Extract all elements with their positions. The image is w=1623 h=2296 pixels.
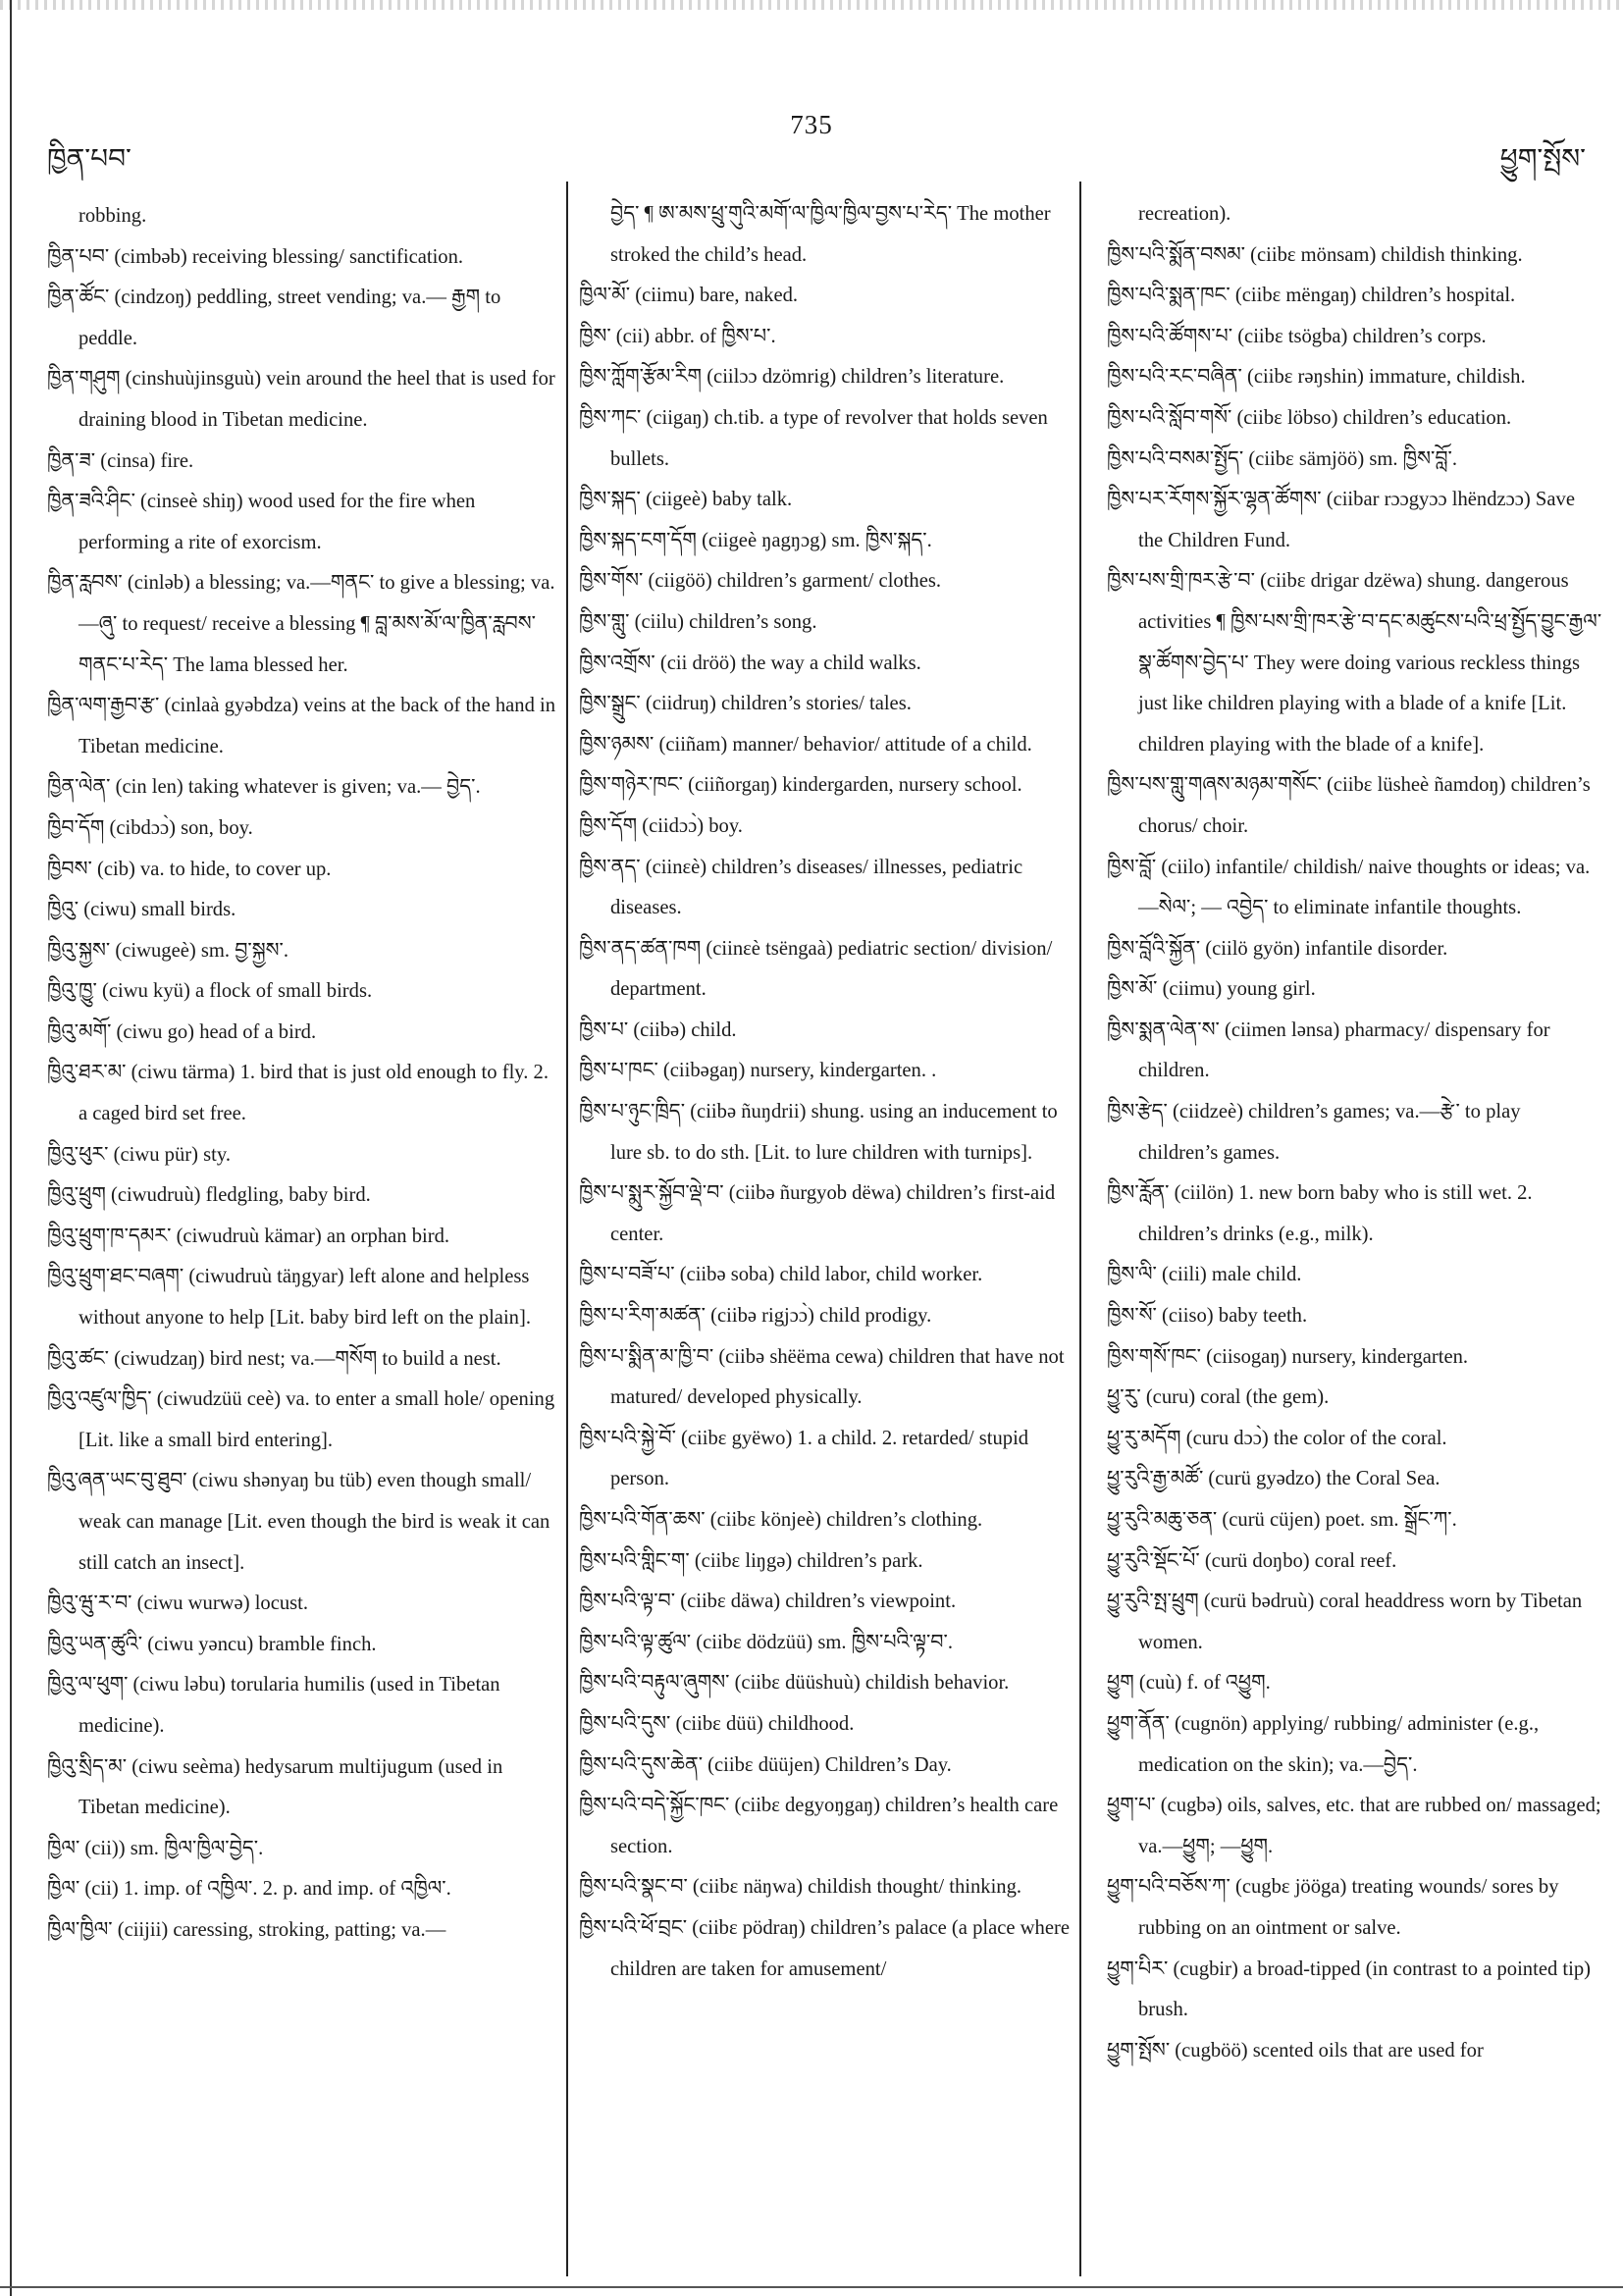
dictionary-entry: ཁྱིས་གོས་ (ciigöö) children’s garment/ clothes. [579,570,942,593]
dictionary-entry: recreation). [1138,203,1231,225]
dictionary-entry: ཁྱིས་པ་སྨུར་སྐྱོབ་ལྡེ་བ་ (ciibə ñurgyob dëwa) children’s first-aid center. [579,1182,1056,1245]
dictionary-entry: ཁྱིའུ་སྲིད་མ་ (ciwu seèma) hedysarum multijugum (used in Tibetan medicine). [47,1755,503,1819]
dictionary-entry: ཁྱིའུ་མགོ་ (ciwu go) head of a bird. [47,1020,317,1043]
dictionary-entry: ཁྱིས་པའི་བརྟུལ་ཞུགས་ (ciibɛ düüshuù) childish behavior. [579,1672,1010,1695]
dictionary-entry: ཁྱིས་ནད་ཚན་ཁག (ciinɛè tsëngaà) pediatric section/ division/ department. [579,937,1053,1001]
dictionary-entry: ཁྱིས་གསོ་ཁང་ (ciisogaŋ) nursery, kindergarten. [1107,1345,1469,1368]
dictionary-entry: ཁྱིས་པས་གྲི་ཁར་རྩེ་བ་ (ciibɛ drigar dzëwa) shung. dangerous activities ¶ ཁྱིས་པས་གྲི་ཁར་རྩེ་བ་དང་མཚུངས་པའི་ཕྲ་སྤྱོད་བྱུང་རྒྱལ་སྣ་ཚོགས་བྱེད་པ་ They were doing various reckless things just like children playing with a blade of a knife [Lit. children playing with the blade of a knife]. [1107,570,1602,756]
dictionary-entry: ཕྱུ་རུའི་མཆུ་ཅན་ (curü cüjen) poet. sm. སྒྲོང་ཀ་. [1107,1509,1457,1531]
dictionary-entry: ཁྱིས་པའི་རང་བཞིན་ (ciibɛ rəŋshin) immature, childish. [1107,366,1526,389]
dictionary-entry: ཁྱིས་རྩེད་ (ciidzeè) children’s games; va.—རྩེ་ to play children’s games. [1107,1101,1521,1164]
dictionary-entry: ཁྱིས་ཀང་ (ciigaŋ) ch.tib. a type of revolver that holds seven bullets. [579,406,1048,470]
dictionary-entry: ཁྱིས་ཀློག་རྩོམ་རིག (ciilɔɔ dzömrig) children’s literature. [579,366,1005,389]
dictionary-entry: ཁྱིའུ་ཕྲུག་ཐང་བཞག་ (ciwudruù täŋgyar) left alone and helpless without anyone to help [Lit. baby bird left on the plain]. [47,1266,531,1330]
dictionary-entry: ཕྱུག་པ་ (cugbə) oils, salves, etc. that are rubbed on/ massaged; va.—ཕྱུག; —ཕྱུག. [1107,1795,1601,1857]
dictionary-entry: ཁྱིས་སྨན་ལེན་ས་ (ciimen lənsa) pharmacy/ dispensary for children. [1107,1018,1550,1082]
page-number: 735 [790,110,833,139]
dictionary-entry: ཁྱིས་པའི་ཕོ་བྲང་ (ciibɛ pödraŋ) children’s palace (a place where children are taken for amusement/ [579,1916,1070,1980]
running-head-right: ཕྱུག་སྤོས་ [1499,142,1586,175]
dictionary-entry: ཕྱུག་སྤོས་ (cugböö) scented oils that are used for [1107,2039,1484,2061]
dictionary-entry: ཁྱིས་ (cii) abbr. of ཁྱིས་པ་. [579,325,776,347]
dictionary-entry: ཁྱིས་པས་གླུ་གཞས་མཉམ་གསོང་ (ciibɛ lüsheè ñamdoŋ) children’s chorus/ choir. [1107,774,1591,837]
dictionary-entry: ཕྱུག་ནོན་ (cugnön) applying/ rubbing/ administer (e.g., medication on the skin); va.—བྱེད་. [1107,1712,1540,1776]
dictionary-entry: ཁྱིས་ནད་ (ciinɛè) children’s diseases/ illnesses, pediatric diseases. [579,856,1023,919]
dictionary-entry: ཁྱིས་པའི་སྐྱེ་བོ་ (ciibɛ gyëwo) 1. a child. 2. retarded/ stupid person. [579,1427,1029,1490]
dictionary-entry: ཁྱིའུ་ཚང་ (ciwudzaŋ) bird nest; va.—གསོག to build a nest. [47,1347,501,1370]
dictionary-entry: ཁྱིན་ཟའི་ཤིང་ (cinseè shiŋ) wood used for the fire when performing a rite of exorcism. [47,491,476,553]
dictionary-entry: ཁྱིའུ་ཕྲུག་ཁ་དམར་ (ciwudruù kämar) an orphan bird. [47,1225,450,1247]
column-divider [566,182,568,2276]
dictionary-entry: ཁྱིས་རློན་ (ciilön) 1. new born baby who is still wet. 2. children’s drinks (e.g., milk). [1107,1182,1533,1245]
dictionary-entry: ཁྱིབ་དོག (cibdɔɔ̀) son, boy. [47,816,253,839]
dictionary-entry: ཁྱིལ་མོ་ (ciimu) bare, naked. [579,285,799,307]
dictionary-entry: ཁྱིས་སོ་ (ciiso) baby teeth. [1107,1305,1308,1328]
dictionary-entry: ཁྱིན་རླབས་ (cinləb) a blessing; va.—གནང་ to give a blessing; va.—ཞུ་ to request/ receive a blessing ¶ བླ་མས་མོ་ལ་ཁྱིན་རླབས་གནང་པ་རེད་ The lama blessed her. [47,572,555,676]
dictionary-entry: ཁྱིས་འགྲོས་ (cii dröö) the way a child walks. [579,652,921,674]
scan-edge-top [0,0,1623,10]
dictionary-entry: ཁྱིས་པའི་སློབ་གསོ་ (ciibɛ löbso) children’s education. [1107,406,1512,429]
dictionary-entry: ཁྱིས་མོ་ (ciimu) young girl. [1107,978,1316,1001]
dictionary-entry: ཁྱིའུ་ཁྱུ་ (ciwu kyü) a flock of small birds. [47,980,373,1003]
running-head-left: ཁྱིན་པབ་ [47,142,131,175]
dictionary-entry: ཁྱིས་པའི་ཚོགས་པ་ (ciibɛ tsögba) children’s corps. [1107,325,1487,347]
dictionary-entry: ཁྱིས་སྐད་ (ciigeè) baby talk. [579,489,793,511]
dictionary-entry: ཁྱིའུ་ཞན་ཡང་བུ་ཐུབ་ (ciwu shənyaŋ bu tüb) even though small/ weak can manage [Lit. even though the bird is weak it can still catch an insect]. [47,1470,550,1574]
dictionary-entry: ཁྱིས་པའི་གླིང་ག་ (ciibɛ liŋgə) children’s park. [579,1549,923,1572]
dictionary-entry: ཁྱིས་པ་ཁང་ (ciibəgaŋ) nursery, kindergarten. . [579,1060,937,1082]
dictionary-entry: ཁྱིས་པའི་ལྟ་ཚུལ་ (ciibɛ dödzüü) sm. ཁྱིས་པའི་ལྟ་བ་. [579,1631,953,1653]
dictionary-entry: ཕྱུག་པིར་ (cugbir) a broad-tipped (in contrast to a pointed tip) brush. [1107,1957,1591,2021]
dictionary-entry: ཁྱིའུ་ཡན་ཚུའི་ (ciwu yəncu) bramble finch. [47,1633,377,1655]
dictionary-entry: ཕྱུ་རུ་ (curu) coral (the gem). [1107,1386,1330,1409]
dictionary-entry: ཁྱིན་པབ་ (cimbəb) receiving blessing/ sanctification. [47,245,464,268]
dictionary-entry: ཕྱུ་རུའི་རྒྱ་མཚོ་ (curü gyədzo) the Coral Sea. [1107,1468,1440,1490]
dictionary-entry: ཁྱིའུ་ཕུར་ (ciwu pür) sty. [47,1143,231,1166]
dictionary-entry: ཁྱིས་སྐད་ངག་དོག (ciigeè ŋagŋɔg) sm. ཁྱིས་སྐད་. [579,529,932,551]
dictionary-entry: robbing. [79,205,147,227]
dictionary-entry: ཁྱིན་ཟ་ (cinsa) fire. [47,449,194,472]
dictionary-entry: ཁྱིའུ་ཝུ་ར་བ་ (ciwu wurwə) locust. [47,1592,309,1615]
dictionary-entry: ཁྱིས་པའི་སྨོན་བསམ་ (ciibɛ mönsam) childish thinking. [1107,243,1523,266]
dictionary-entry: ཁྱིས་ལི་ (ciili) male child. [1107,1264,1302,1286]
scan-edge-bottom [0,2286,1623,2288]
column-divider [1079,182,1081,2276]
dictionary-entry: ཁྱིས་པའི་གོན་ཆས་ (ciibɛ könjeè) children’s clothing. [579,1509,983,1531]
dictionary-entry: ཁྱིན་ཚོང་ (cindzoŋ) peddling, street vending; va.— རྒྱག to peddle. [47,287,501,349]
dictionary-entry: ཁྱིས་པའི་ལྟ་བ་ (ciibɛ däwa) children’s viewpoint. [579,1591,957,1613]
dictionary-entry: ཁྱིས་པ་བཟོ་པ་ (ciibə soba) child labor, child worker. [579,1264,983,1286]
dictionary-entry: ཕྱུག (cuù) f. of འཕྱུག. [1107,1672,1271,1695]
dictionary-entry: ཁྱིའུ་ཐར་མ་ (ciwu tärma) 1. bird that is just old enough to fly. 2. a caged bird set free. [47,1062,549,1125]
dictionary-entry: ཕྱུག་པའི་བཅོས་ཀ་ (cugbɛ jööga) treating wounds/ sores by rubbing on an ointment or salve. [1107,1876,1559,1939]
dictionary-entry: ཁྱིའུ་ལ་ཕུག་ (ciwu ləbu) torularia humilis (used in Tibetan medicine). [47,1674,500,1737]
dictionary-entry: ཁྱིན་ལེན་ (cin len) taking whatever is given; va.— བྱེད་. [47,776,481,799]
dictionary-entry: ཁྱིའུ་སྐྱས་ (ciwugeè) sm. བྱ་སྐྱས་. [47,939,289,962]
dictionary-entry: ཁྱིན་གཤུག (cinshuùjinsguù) vein around the heel that is used for draining blood in Tibetan medicine. [47,368,555,431]
dictionary-entry: ཁྱིས་པའི་དུས་ཆེན་ (ciibɛ düüjen) Children’s Day. [579,1753,952,1776]
dictionary-entry: ཁྱིས་པའི་དུས་ (ciibɛ düü) childhood. [579,1712,855,1735]
dictionary-entry: ཕྱུ་རུའི་སྤ་ཕྲུག (curü bədruù) coral headdress worn by Tibetan women. [1107,1591,1583,1653]
dictionary-entry: ཁྱིས་པ་ཉུང་ཁྲིད་ (ciibə ñuŋdrii) shung. using an inducement to lure sb. to do sth. [Lit. to lure children with turnips]. [579,1101,1058,1164]
dictionary-entry: ཕྱུ་རུའི་སྡོང་པོ་ (curü doŋbo) coral reef. [1107,1549,1397,1572]
dictionary-entry: ཁྱིས་པའི་བསམ་སྤྱོད་ (ciibɛ sämjöö) sm. ཁྱིས་བློ་. [1107,447,1457,470]
dictionary-column-2 [579,194,1070,1990]
scan-edge-left [10,0,12,2296]
dictionary-entry: ཁྱིས་དོག (ciidɔɔ̀) boy. [579,814,743,837]
dictionary-entry: ཁྱིལ་ (cii)) sm. ཁྱིལ་ཁྱིལ་བྱེད་. [47,1837,264,1859]
dictionary-entry: ཕྱུ་རུ་མདོག (curu dɔɔ̀) the color of the coral. [1107,1427,1447,1449]
dictionary-entry: ཁྱིལ་ (cii) 1. imp. of འཁྱིལ་. 2. p. and imp. of འཁྱིལ་. [47,1878,451,1901]
dictionary-entry: ཁྱིས་པའི་བདེ་སྐྱོང་ཁང་ (ciibɛ degyoŋgaŋ) children’s health care section. [579,1795,1059,1857]
dictionary-entry: ཁྱིས་བློ་ (ciilo) infantile/ childish/ naive thoughts or ideas; va.—སེལ་; — འབྱེད་ to eliminate infantile thoughts. [1107,856,1591,919]
dictionary-entry: ཁྱིས་པ་སྨིན་མ་ཁྱི་བ་ (ciibə shëëma cewa) children that have not matured/ developed physically. [579,1345,1065,1409]
dictionary-entry: ཁྱིབས་ (cib) va. to hide, to cover up. [47,858,332,880]
dictionary-entry: བྱེད་ ¶ ཨ་མས་ཕྲུ་གུའི་མགོ་ལ་ཁྱིལ་ཁྱིལ་བྱས་པ་རེད་ The mother stroked the child’s head. [610,203,1051,266]
dictionary-entry: ཁྱིན་ལག་རྒྱབ་རྩ་ (cinlaà gyəbdza) veins at the back of the hand in Tibetan medicine. [47,695,556,757]
dictionary-entry: ཁྱིས་ཉམས་ (ciiñam) manner/ behavior/ attitude of a child. [579,733,1032,756]
dictionary-column-1 [47,196,562,1952]
dictionary-entry: ཁྱིའུ་ (ciwu) small birds. [47,899,236,921]
dictionary-entry: ཁྱིའུ་འཛུལ་ཁྱིད་ (ciwudzüü ceè) va. to enter a small hole/ opening [Lit. like a small bird entering]. [47,1388,555,1451]
dictionary-entry: ཁྱིས་པ་ (ciibə) child. [579,1018,737,1041]
dictionary-entry: ཁྱིས་སྒྲུང་ (ciidruŋ) children’s stories/ tales. [579,693,912,715]
dictionary-entry: ཁྱིས་གཉེར་ཁང་ (ciiñorgaŋ) kindergarden, nursery school. [579,774,1022,797]
dictionary-entry: ཁྱིས་པར་རོགས་སྐྱོར་ལྷན་ཚོགས་ (ciibar rɔɔgyɔɔ lhëndzɔɔ) Save the Children Fund. [1107,489,1575,551]
dictionary-entry: ཁྱིས་པའི་སྨན་ཁང་ (ciibɛ mëngaŋ) children’s hospital. [1107,285,1516,307]
dictionary-entry: ཁྱིས་གླུ་ (ciilu) children’s song. [579,610,817,633]
dictionary-entry: ཁྱིལ་ཁྱིལ་ (ciijii) caressing, stroking, patting; va.— [47,1918,446,1941]
dictionary-entry: ཁྱིས་བློའི་སྐྱོན་ (ciilö gyön) infantile disorder. [1107,937,1448,960]
dictionary-entry: ཁྱིས་པའི་སྣང་བ་ (ciibɛ näŋwa) childish thought/ thinking. [579,1876,1022,1899]
dictionary-column-3 [1107,194,1602,2071]
dictionary-entry: ཁྱིའུ་ཕྲུག (ciwudruù) fledgling, baby bird. [47,1184,371,1207]
dictionary-entry: ཁྱིས་པ་རིག་མཚན་ (ciibə rigjɔɔ̀) child prodigy. [579,1305,932,1328]
